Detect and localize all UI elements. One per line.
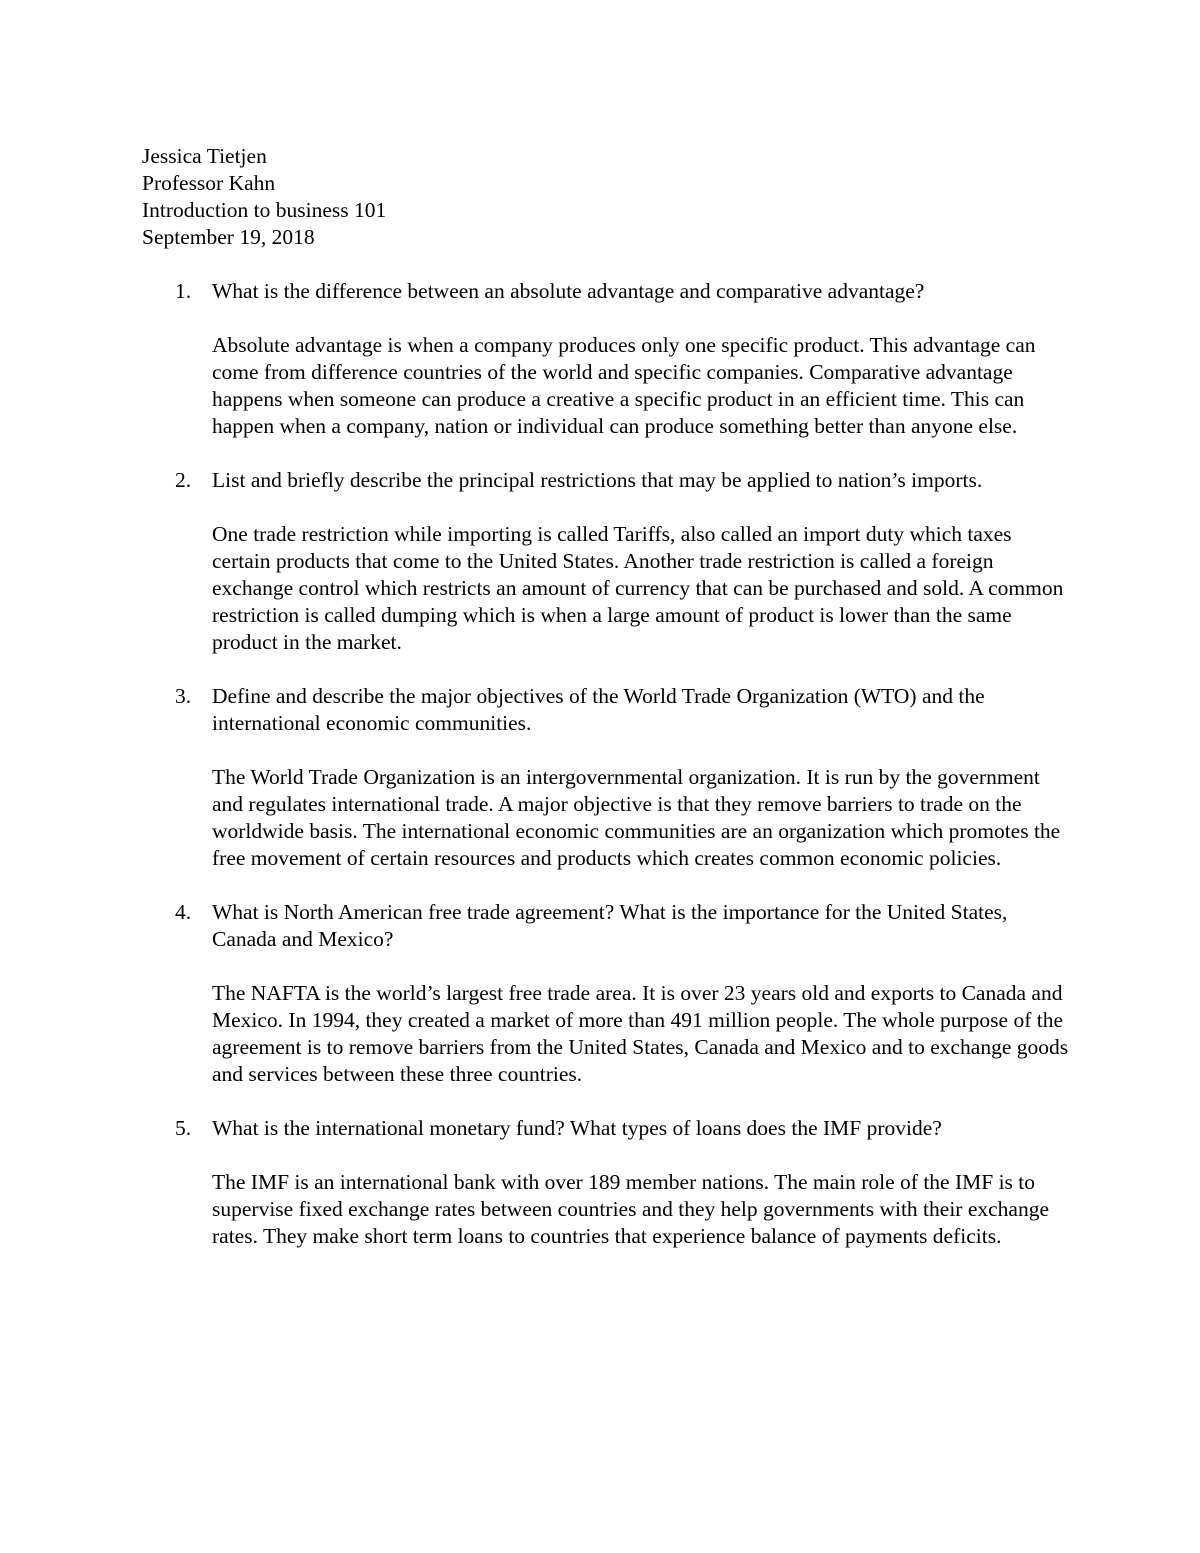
answer-text: The World Trade Organization is an intergovernmental organization. It is run by the government and regulates international trade. A major objective is that they remove barriers to trade on the worldwide basis. The international economic communities are an organization which promotes the free movement of certain resources and products which creates common economic policies. bbox=[212, 765, 1061, 870]
professor-name: Professor Kahn bbox=[142, 171, 276, 195]
list-item bbox=[142, 467, 1072, 656]
answer-text: The IMF is an international bank with over 189 member nations. The main role of the IMF is to supervise fixed exchange rates between countries and they help governments with their exchange rates. They make short term loans to countries that experience balance of payments deficits. bbox=[212, 1170, 1049, 1248]
list-item bbox=[142, 683, 1072, 872]
question-text: What is North American free trade agreement? What is the importance for the United States, Canada and Mexico? bbox=[212, 900, 1008, 951]
author-name: Jessica Tietjen bbox=[142, 144, 267, 168]
question-number: 4. bbox=[175, 900, 192, 924]
list-item bbox=[142, 1115, 1072, 1250]
document-date: September 19, 2018 bbox=[142, 225, 315, 249]
question-number: 2. bbox=[175, 468, 192, 492]
document-header bbox=[142, 143, 1042, 251]
answer-text: One trade restriction while importing is called Tariffs, also called an import duty which taxes certain products that come to the United States. Another trade restriction is called a foreign exchange control which restricts an amount of currency that can be purchased and sold. A common restriction is called dumping which is when a large amount of product is lower than the same product in the market. bbox=[212, 522, 1064, 654]
list-item bbox=[142, 278, 1072, 440]
question-number: 5. bbox=[175, 1116, 192, 1140]
question-number: 1. bbox=[175, 279, 192, 303]
answer-text: Absolute advantage is when a company produces only one specific product. This advantage can come from difference countries of the world and specific companies. Comparative advantage happens when someone can produce a creative a specific product in an efficient time. This can happen when a company, nation or individual can produce something better than anyone else. bbox=[212, 333, 1036, 438]
list-item bbox=[142, 899, 1072, 1088]
answer-text: The NAFTA is the world’s largest free trade area. It is over 23 years old and exports to Canada and Mexico. In 1994, they created a market of more than 491 million people. The whole purpose of the agreement is to remove barriers from the United States, Canada and Mexico and to exchange goods and services between these three countries. bbox=[212, 981, 1069, 1086]
question-text: Define and describe the major objectives of the World Trade Organization (WTO) and the international economic communities. bbox=[212, 684, 985, 735]
course-name: Introduction to business 101 bbox=[142, 198, 387, 222]
question-text: What is the difference between an absolute advantage and comparative advantage? bbox=[212, 279, 925, 303]
question-number: 3. bbox=[175, 684, 192, 708]
question-text: What is the international monetary fund? What types of loans does the IMF provide? bbox=[212, 1116, 942, 1140]
question-list bbox=[142, 278, 1072, 1277]
question-text: List and briefly describe the principal restrictions that may be applied to nation’s imports. bbox=[212, 468, 983, 492]
